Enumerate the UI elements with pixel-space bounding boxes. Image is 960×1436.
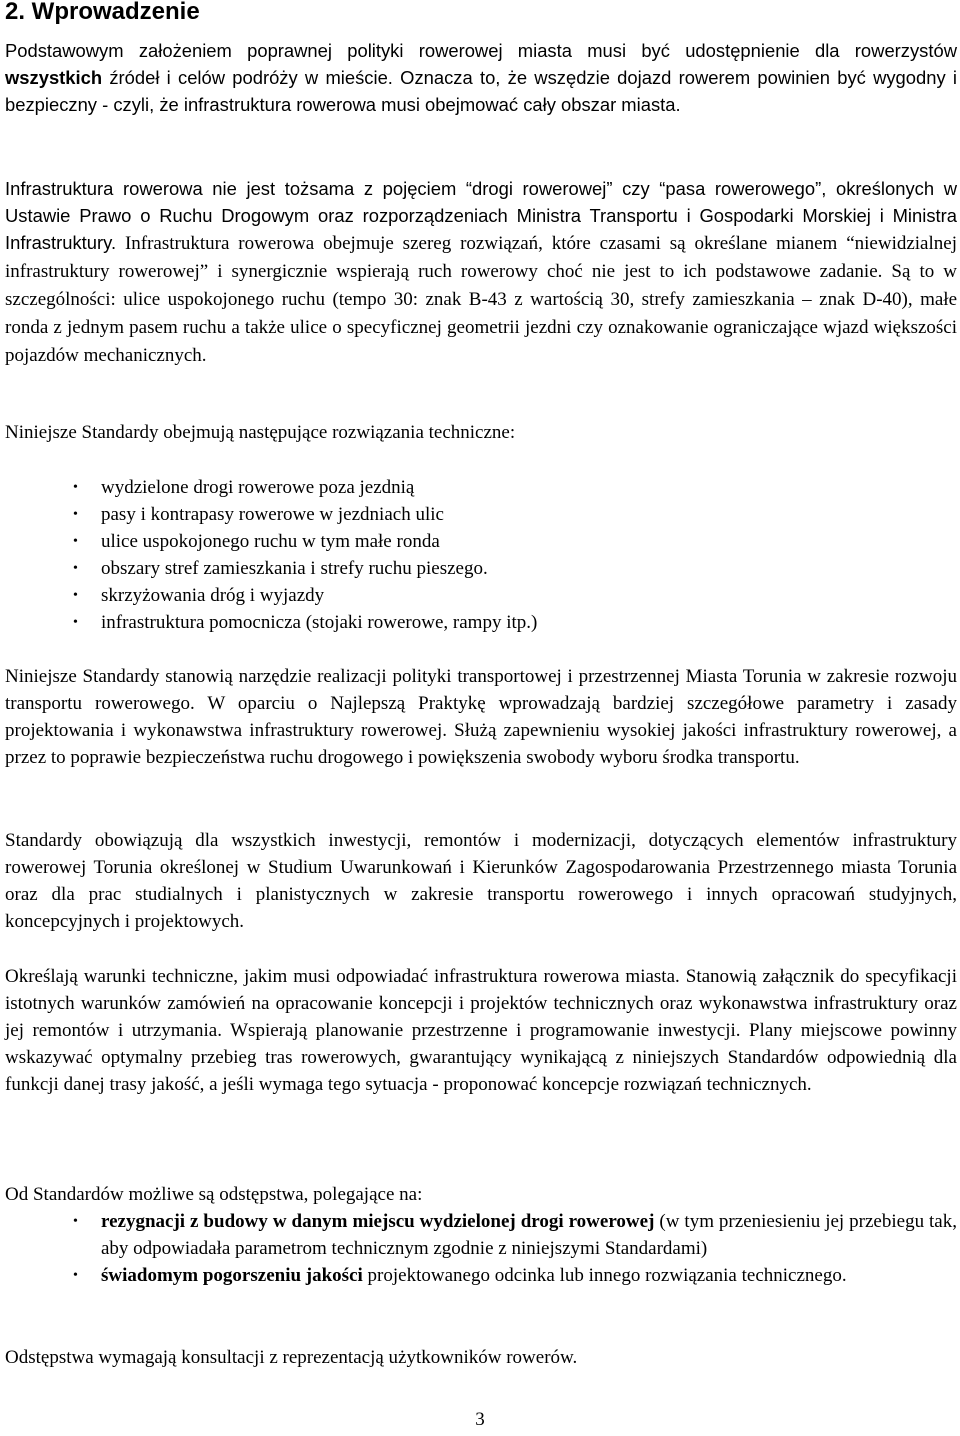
page-number: 3 <box>475 1409 485 1430</box>
list-item: • rezygnacji z budowy w danym miejscu wydzielonej drogi rowerowej (w tym przeniesieniu jej przebiegu tak, aby odpowiadała parametrom technicznym zgodnie z niniejszymi Standardami) <box>5 1208 957 1262</box>
list-item: • świadomym pogorszeniu jakości projektowanego odcinka lub innego rozwiązania technicznego. <box>5 1262 957 1289</box>
bold-emphasis: wszystkich <box>5 67 103 88</box>
standards-scope-paragraph: Standardy obowiązują dla wszystkich inwestycji, remontów i modernizacji, dotyczących elementów infrastruktury rowerowej Torunia określonej w Studium Uwarunkowań i Kierunków Zagospodarowania Przestrzennego miasta Torunia oraz dla prac studialnych i planistycznych w zakresie transportu rowerowego i innych opracowań studyjnych, koncepcyjnych i projektowych. <box>5 830 957 932</box>
list-item: • ulice uspokojonego ruchu w tym małe ronda <box>5 528 957 555</box>
list-item: • obszary stref zamieszkania i strefy ruchu pieszego. <box>5 555 957 582</box>
list-item: • skrzyżowania dróg i wyjazdy <box>5 582 957 609</box>
section-heading: 2. Wprowadzenie <box>5 0 200 25</box>
solutions-intro: Niniejsze Standardy obejmują następujące rozwiązania techniczne: <box>5 422 516 443</box>
infrastructure-paragraph: Infrastruktura rowerowa nie jest tożsama z pojęciem “drogi rowerowej” czy “pasa rowerowego”, określonych w Ustawie Prawo o Ruchu Drogowym oraz rozporządzeniach Ministra Transportu i Gospodarki Morskiej i Ministra Infrastruktury. Infrastruktura rowerowa obejmuje szereg rozwiązań, które czasami są określane mianem “niewidzialnej infrastruktury rowerowej” i synergicznie wspierają ruch rowerowy choć nie jest to ich podstawowe zadanie. Są to w szczególności: ulice uspokojonego ruchu (tempo 30: znak B-43 z wartością 30, strefy zamieszkania – znak D-40), małe ronda z jednym pasem ruchu a także ulice o specyficznej geometrii jezdni czy oznakowanie ograniczające wjazd większości pojazdów mechanicznych. <box>5 178 957 366</box>
deviations-intro: Od Standardów możliwe są odstępstwa, polegające na: <box>5 1184 423 1205</box>
solutions-list <box>5 474 957 636</box>
standards-tool-paragraph: Niniejsze Standardy stanowią narzędzie realizacji polityki transportowej i przestrzennej Miasta Torunia w zakresie rozwoju transportu rowerowego. W oparciu o Najlepszą Praktykę wprowadzają bardziej szczegółowe parametry i zasady projektowania i wykonawstwa infrastruktury rowerowej. Służą zapewnieniu wysokiej jakości infrastruktury rowerowej, a przez to poprawie bezpieczeństwa ruchu drogowego i powiększenia swobody wyboru środka transportu. <box>5 666 957 768</box>
list-item: • infrastruktura pomocnicza (stojaki rowerowe, rampy itp.) <box>5 609 957 636</box>
deviations-consultation: Odstępstwa wymagają konsultacji z reprezentacją użytkowników rowerów. <box>5 1347 578 1368</box>
list-item: • wydzielone drogi rowerowe poza jezdnią <box>5 474 957 501</box>
list-item: • pasy i kontrapasy rowerowe w jezdniach ulic <box>5 501 957 528</box>
deviations-list <box>5 1208 957 1289</box>
intro-paragraph: Podstawowym założeniem poprawnej polityki rowerowej miasta musi być udostępnienie dla rowerzystów wszystkich źródeł i celów podróży w mieście. Oznacza to, że wszędzie dojazd rowerem powinien być wygodny i bezpieczny - czyli, że infrastruktura rowerowa musi obejmować cały obszar miasta. <box>5 40 957 115</box>
technical-conditions-paragraph: Określają warunki techniczne, jakim musi odpowiadać infrastruktura rowerowa miasta. Stanowią załącznik do specyfikacji istotnych warunków zamówień na opracowanie koncepcji i projektów technicznych oraz wykonawstwa infrastruktury oraz jej remontów i utrzymania. Wspierają planowanie przestrzenne i programowanie inwestycji. Plany miejscowe powinny wskazywać optymalny przebieg tras rowerowych, gwarantujący wynikającą z niniejszych Standardów odpowiednią dla funkcji danej trasy jakość, a jeśli wymaga tego sytuacja - proponować koncepcje rozwiązań technicznych. <box>5 966 957 1095</box>
